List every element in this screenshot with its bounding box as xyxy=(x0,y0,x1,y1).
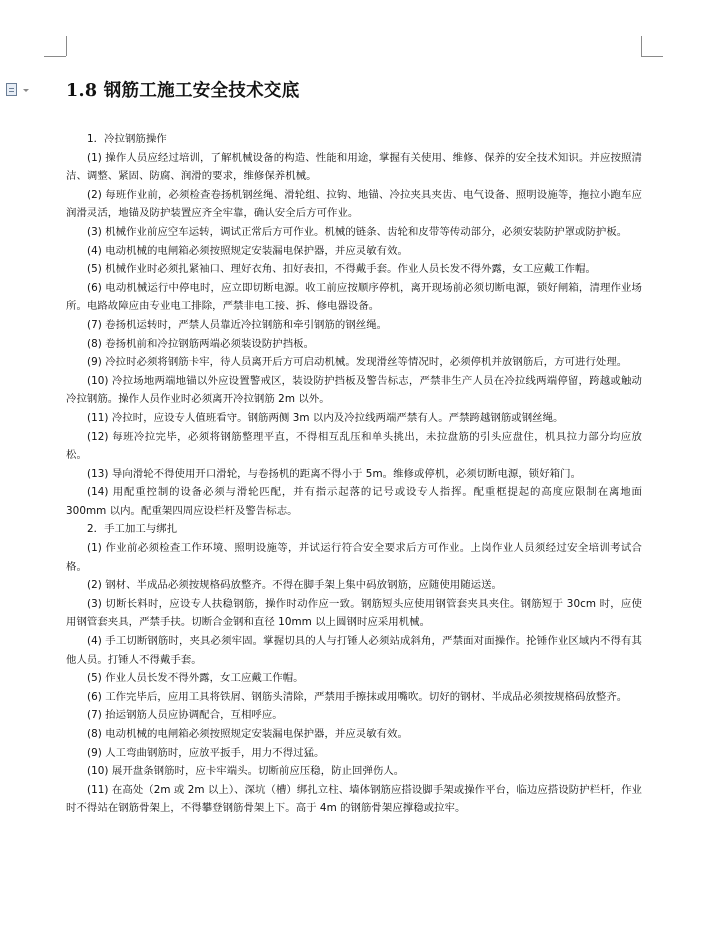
page-corner-mark-top-right xyxy=(641,36,642,56)
page-title: 1.8 钢筋工施工安全技术交底 xyxy=(66,81,300,101)
paragraph: 2．手工加工与绑扎 xyxy=(87,523,178,536)
paragraph: (2) 钢材、半成品必须按规格码放整齐。不得在脚手架上集中码放钢筋，应随使用随运送。 xyxy=(87,579,502,592)
page-corner-mark-top-right xyxy=(641,56,663,57)
paragraph: (4) 手工切断钢筋时，夹具必须牢固。掌握切具的人与打锤人必须站成斜角，严禁面对面操作。抡锤作业区域内不得有其他人员。打锤人不得戴手套。 xyxy=(66,635,642,666)
paragraph: (7) 抬运钢筋人员应协调配合，互相呼应。 xyxy=(87,709,283,722)
paragraph: (11) 在高处（2m 或 2m 以上）、深坑（槽）绑扎立柱、墙体钢筋应搭设脚手架或操作平台，临边应搭设防护栏杆，作业时不得站在钢筋骨架上，不得攀登钢筋骨架上下。高于 4m 的钢筋骨架应撑稳或拉牢。 xyxy=(66,783,642,815)
paragraph: (5) 作业人员长发不得外露，女工应戴工作帽。 xyxy=(87,672,304,685)
page-corner-mark-top-left xyxy=(44,56,66,57)
paragraph: (11) 冷拉时，应设专人值班看守。钢筋两侧 3m 以内及冷拉线两端严禁有人。严禁跨越钢筋或钢丝绳。 xyxy=(87,411,564,424)
chevron-down-icon[interactable] xyxy=(23,89,29,92)
paragraph: (13) 导向滑轮不得使用开口滑轮，与卷扬机的距离不得小于 5m。维修或停机，必须切断电源，锁好箱门。 xyxy=(87,467,582,480)
paragraph: (5) 机械作业时必须扎紧袖口、理好衣角、扣好表扣，不得戴手套。作业人员长发不得外露，女工应戴工作帽。 xyxy=(87,263,596,276)
document-outline-icon[interactable] xyxy=(6,83,17,96)
paragraph: (10) 冷拉场地两端地锚以外应设置警戒区，装设防护挡板及警告标志，严禁非生产人员在冷拉线两端停留，跨越或触动冷拉钢筋。操作人员作业时必须离开冷拉钢筋 2m 以外。 xyxy=(66,374,642,406)
paragraph: (1) 作业前必须检查工作环境、照明设施等，并试运行符合安全要求后方可作业。上岗作业人员须经过安全培训考试合格。 xyxy=(66,542,642,573)
paragraph: (1) 操作人员应经过培训，了解机械设备的构造、性能和用途，掌握有关使用、维修、保养的安全技术知识。并应按照清洁、调整、紧固、防腐、润滑的要求，维修保养机械。 xyxy=(66,151,642,183)
paragraph: (10) 展开盘条钢筋时，应卡牢端头。切断前应压稳，防止回弹伤人。 xyxy=(87,765,405,778)
paragraph: (8) 电动机械的电闸箱必须按照规定安装漏电保护器，并应灵敏有效。 xyxy=(87,728,408,740)
paragraph: (9) 人工弯曲钢筋时，应放平扳手，用力不得过猛。 xyxy=(87,746,325,759)
document-body xyxy=(66,78,642,818)
paragraph: (7) 卷扬机运转时，严禁人员靠近冷拉钢筋和牵引钢筋的钢丝绳。 xyxy=(87,318,388,331)
paragraph: (3) 机械作业前应空车运转，调试正常后方可作业。机械的链条、齿轮和皮带等传动部分，必须安装防护罩或防护板。 xyxy=(87,225,628,238)
paragraph: 1．冷拉钢筋操作 xyxy=(87,133,167,145)
page-corner-mark-top-left xyxy=(66,36,67,56)
paragraph: (14) 用配重控制的设备必须与滑轮匹配，并有指示起落的记号或设专人指挥。配重框提起的高度应限制在离地面 300mm 以内。配重架四周应设栏杆及警告标志。 xyxy=(66,486,642,517)
paragraph: (6) 工作完毕后，应用工具将铁屑、钢筋头清除，严禁用手擦抹或用嘴吹。切好的钢材、半成品必须按规格码放整齐。 xyxy=(87,690,628,703)
paragraph: (4) 电动机械的电闸箱必须按照规定安装漏电保护器，并应灵敏有效。 xyxy=(87,244,408,257)
paragraph: (3) 切断长料时，应设专人扶稳钢筋，操作时动作应一致。钢筋短头应使用钢管套夹具夹住。钢筋短于 30cm 时，应使用钢管套夹具，严禁手扶。切断合金钢和直径 10mm 以上圆钢时应采用机械。 xyxy=(66,597,642,629)
paragraph: (12) 每班冷拉完毕，必须将钢筋整理平直，不得相互乱压和单头挑出，未拉盘筋的引头应盘住，机具拉力部分均应放松。 xyxy=(66,430,642,462)
paragraph: (8) 卷扬机前和冷拉钢筋两端必须装设防护挡板。 xyxy=(87,337,315,350)
paragraph: (2) 每班作业前，必须检查卷扬机钢丝绳、滑轮组、拉钩、地锚、冷拉夹具夹齿、电气设备、照明设施等，拖拉小跑车应润滑灵活，地锚及防护装置应齐全牢靠，确认安全后方可作业。 xyxy=(66,188,642,220)
paragraph: (6) 电动机械运行中停电时，应立即切断电源。收工前应按顺序停机，离开现场前必须切断电源，锁好闸箱，清理作业场所。电路故障应由专业电工排除，严禁非电工接、拆、修电器设备。 xyxy=(66,281,642,313)
paragraph: (9) 冷拉时必须将钢筋卡牢，待人员离开后方可启动机械。发现滑丝等情况时，必须停机并放钢筋后，方可进行处理。 xyxy=(87,356,628,369)
paragraph-list xyxy=(66,130,642,818)
